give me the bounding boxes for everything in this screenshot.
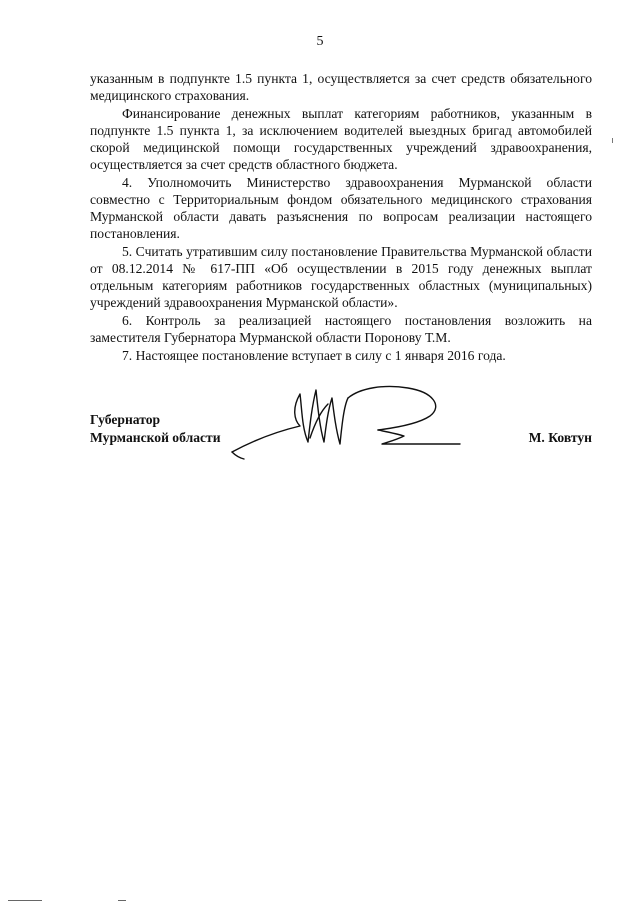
signature-block xyxy=(90,411,592,447)
signer-title-line2: Мурманской области xyxy=(90,430,221,445)
document-body xyxy=(90,70,592,365)
paragraph-continuation: указанным в подпункте 1.5 пункта 1, осуществляется за счет средств обязательного медицинского страхования. xyxy=(90,71,592,103)
scan-mark-left xyxy=(8,900,42,901)
signer-title-line1: Губернатор xyxy=(90,412,161,427)
signer-name: М. Ковтун xyxy=(528,430,592,445)
paragraph-item-4: 4. Уполномочить Министерство здравоохранения Мурманской области совместно с Территориальным фондом обязательного медицинского страхования Мурманской области давать разъяснения по вопросам реализации настоящего постановления. xyxy=(90,175,592,241)
page-number: 5 xyxy=(316,34,324,49)
margin-mark xyxy=(612,138,613,143)
paragraph-item-7: 7. Настоящее постановление вступает в силу с 1 января 2016 года. xyxy=(122,348,506,363)
paragraph-item-6: 6. Контроль за реализацией настоящего постановления возложить на заместителя Губернатора Мурманской области Поронову Т.М. xyxy=(90,313,592,345)
paragraph-item-5: 5. Считать утратившим силу постановление Правительства Мурманской области от 08.12.2014 № 617-ПП «Об осуществлении в 2015 году денежных выплат отдельным категориям работников государственных областных (муниципальных) учреждений здравоохранения Мурманской области». xyxy=(90,244,592,310)
scan-mark-mid xyxy=(118,900,126,901)
paragraph-financing: Финансирование денежных выплат категориям работников, указанным в подпункте 1.5 пункта 1, за исключением водителей выездных бригад автомобилей скорой медицинской помощи государственных учреждений здравоохранения, осуществляется за счет средств областного бюджета. xyxy=(90,106,592,172)
